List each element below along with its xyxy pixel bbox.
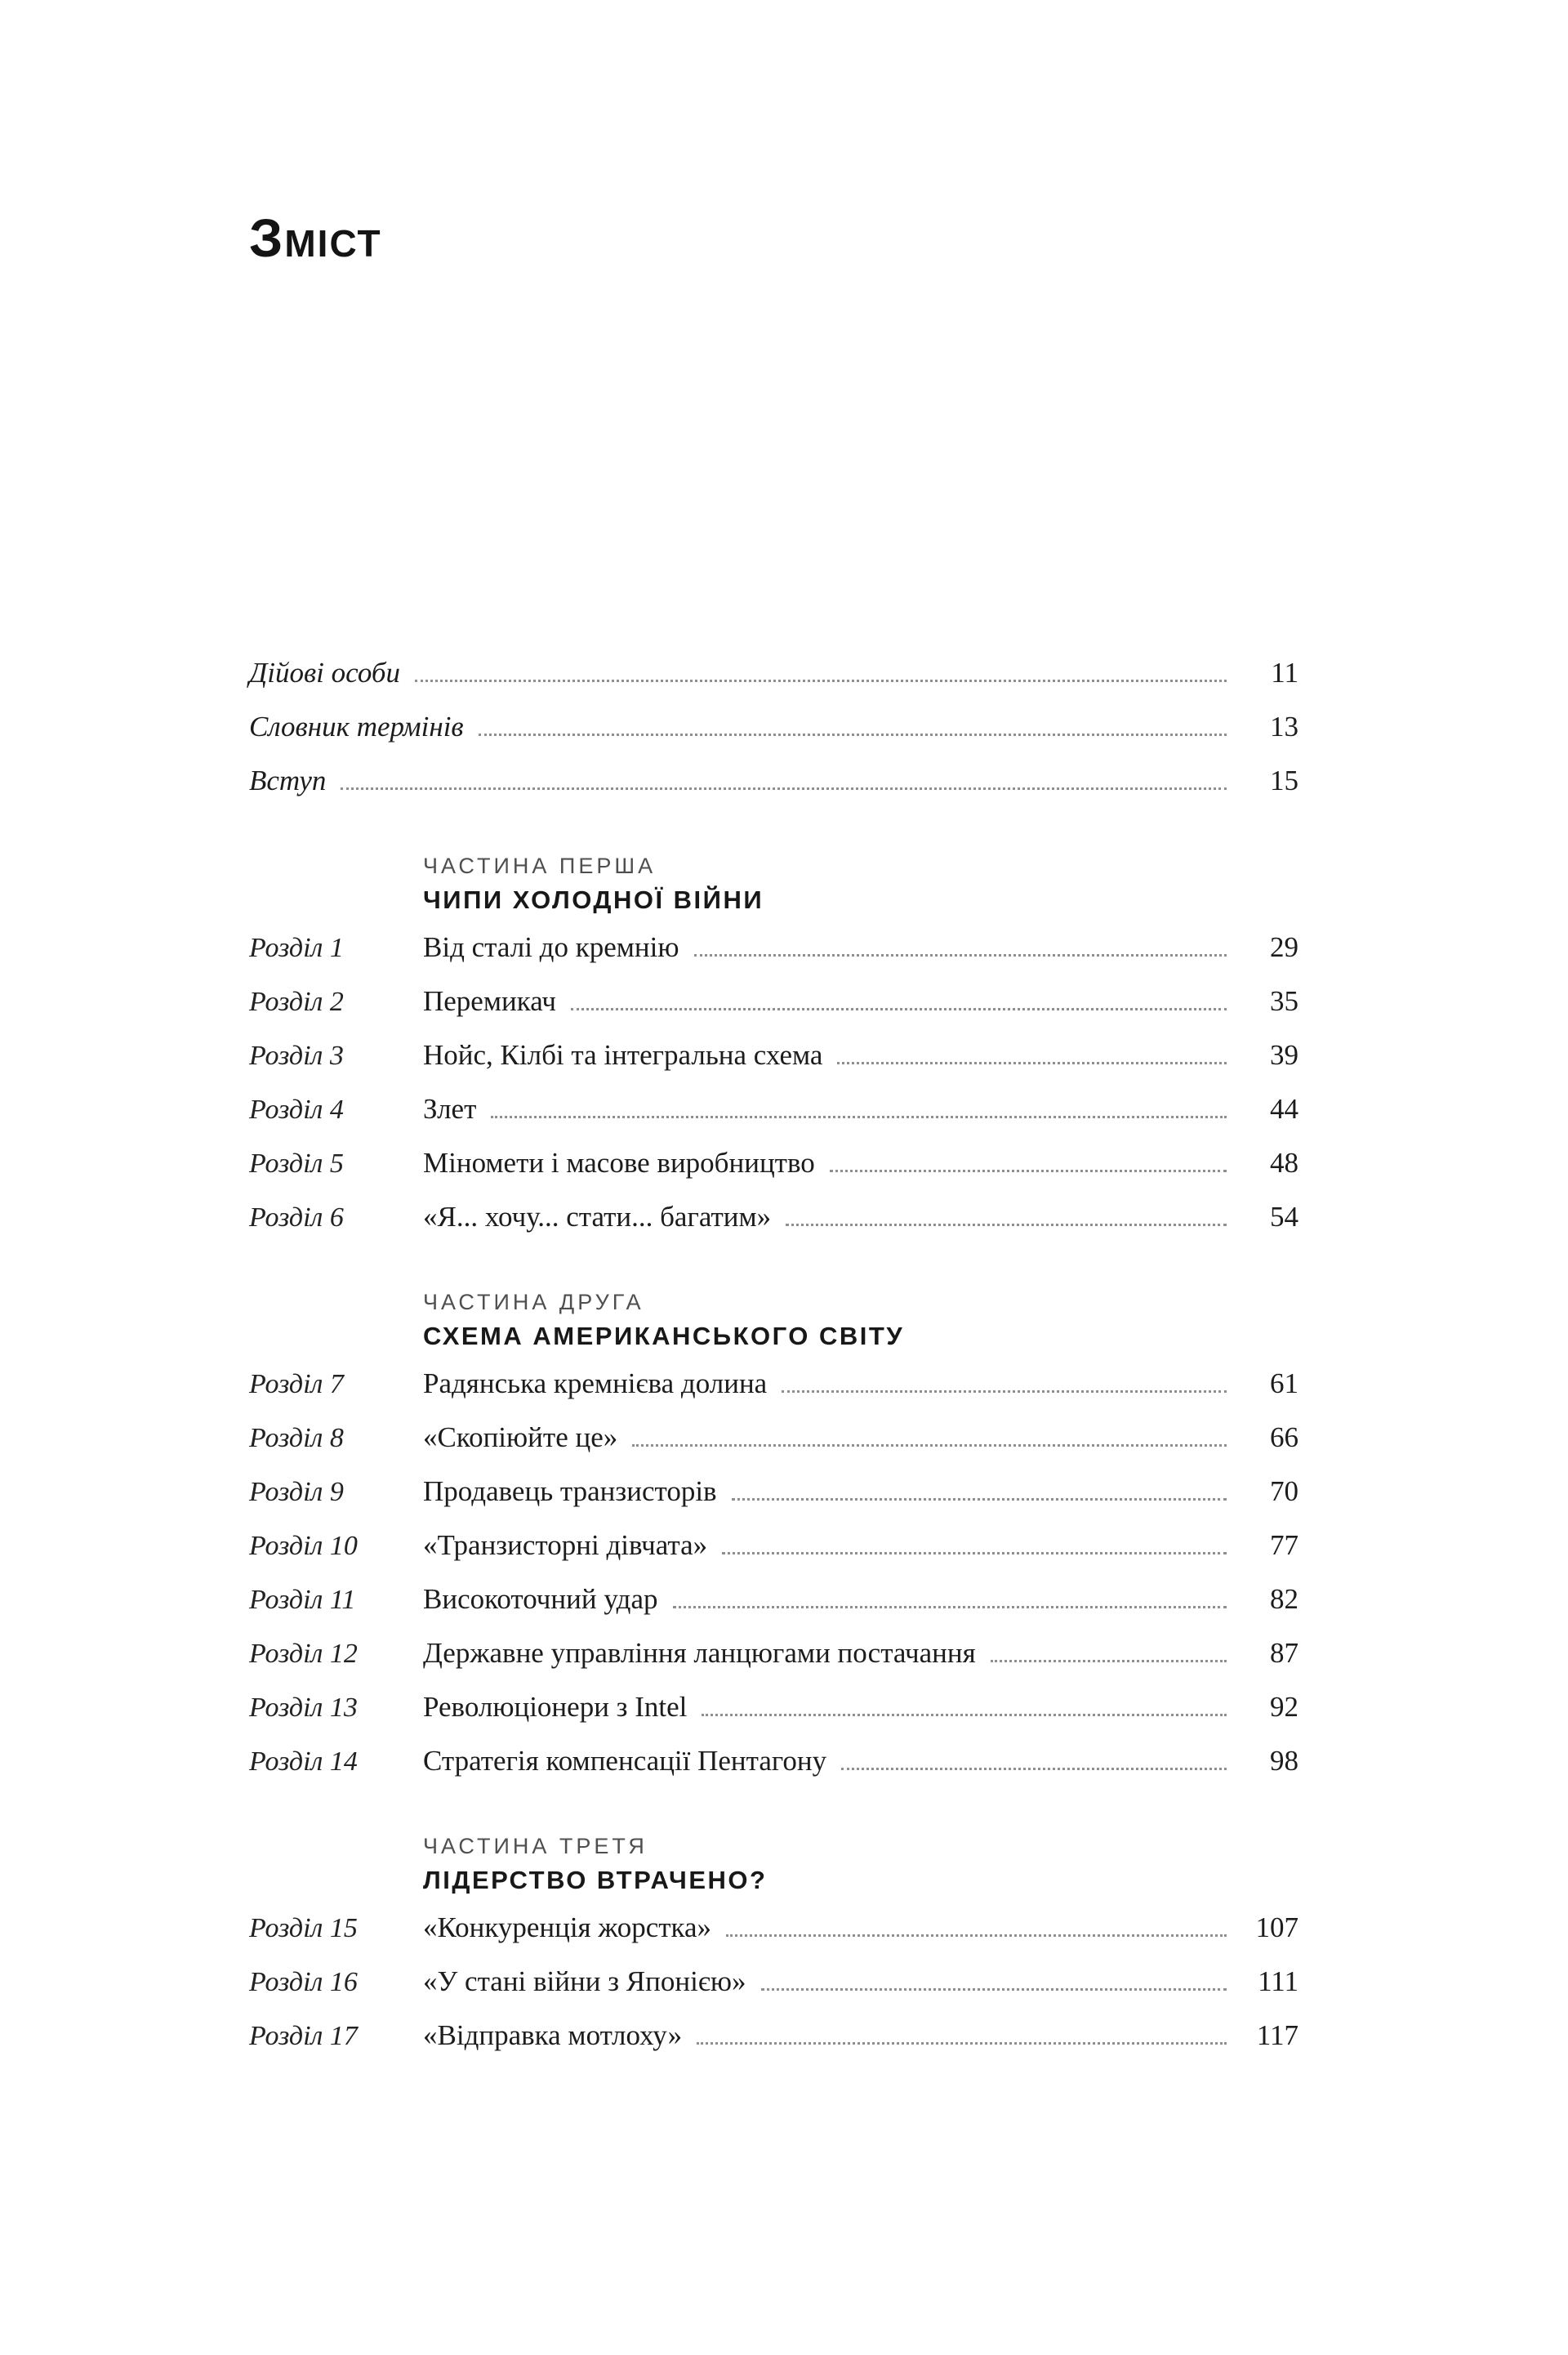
toc-row xyxy=(249,1093,1298,1147)
chapter-label: Розділ 7 xyxy=(249,1369,344,1399)
part-title: ЧИПИ ХОЛОДНОЇ ВІЙНИ xyxy=(423,885,764,914)
toc-row xyxy=(249,765,1298,818)
toc-row xyxy=(249,1529,1298,1583)
toc-row xyxy=(249,657,1298,711)
page-number: 13 xyxy=(1270,711,1298,743)
chapter-title: Радянська кремнієва долина xyxy=(423,1367,768,1399)
chapter-title: «Я... хочу... стати... багатим» xyxy=(423,1201,772,1233)
page-number: 98 xyxy=(1270,1745,1298,1777)
page-content xyxy=(249,0,1298,2073)
chapter-title: «Конкуренція жорстка» xyxy=(423,1911,712,1943)
dot-leader xyxy=(991,1660,1227,1662)
part-label: ЧАСТИНА ДРУГА xyxy=(423,1290,644,1314)
dot-leader xyxy=(722,1552,1227,1554)
toc-row xyxy=(249,985,1298,1039)
chapter-title: Продавець транзисторів xyxy=(423,1475,717,1507)
page-number: 15 xyxy=(1270,765,1298,796)
chapter-title: Злет xyxy=(423,1093,477,1125)
dot-leader xyxy=(415,680,1227,682)
page-number: 11 xyxy=(1271,657,1298,689)
front-matter-list xyxy=(249,657,1298,818)
toc-row xyxy=(249,2019,1298,2073)
page-number: 54 xyxy=(1270,1201,1298,1233)
part-section-1 xyxy=(249,850,1298,1255)
chapter-label: Розділ 15 xyxy=(249,1913,358,1943)
part-label: ЧАСТИНА ТРЕТЯ xyxy=(423,1834,648,1858)
dot-leader xyxy=(702,1714,1227,1716)
page-number: 35 xyxy=(1270,985,1298,1017)
dot-leader xyxy=(491,1116,1227,1118)
entry-title: Вступ xyxy=(249,765,327,796)
part-section-3 xyxy=(249,1830,1298,2073)
toc-row xyxy=(249,1965,1298,2019)
chapter-title: Державне управління ланцюгами постачання xyxy=(423,1637,976,1669)
page-number: 77 xyxy=(1270,1529,1298,1561)
toc-row xyxy=(249,1637,1298,1691)
dot-leader xyxy=(761,1988,1227,1991)
chapter-title: Міномети і масове виробництво xyxy=(423,1147,815,1179)
chapter-title: Від сталі до кремнію xyxy=(423,931,679,963)
dot-leader xyxy=(841,1768,1227,1770)
chapter-title: Революціонери з Intel xyxy=(423,1691,688,1723)
chapter-label: Розділ 2 xyxy=(249,987,344,1017)
chapter-label: Розділ 16 xyxy=(249,1967,358,1997)
chapter-label: Розділ 10 xyxy=(249,1531,358,1561)
chapter-label: Розділ 11 xyxy=(249,1585,356,1615)
chapter-label: Розділ 9 xyxy=(249,1477,344,1507)
dot-leader xyxy=(786,1224,1227,1226)
part-header xyxy=(423,1830,1298,1898)
dot-leader xyxy=(571,1008,1227,1010)
toc-row xyxy=(249,711,1298,765)
chapter-label: Розділ 3 xyxy=(249,1041,344,1071)
toc-row xyxy=(249,931,1298,985)
chapter-label: Розділ 4 xyxy=(249,1095,344,1125)
toc-row xyxy=(249,1745,1298,1799)
dot-leader xyxy=(830,1170,1227,1172)
toc-row xyxy=(249,1367,1298,1421)
chapter-title: Стратегія компенсації Пентагону xyxy=(423,1745,827,1777)
page-title: Зміст xyxy=(249,207,382,268)
toc-row xyxy=(249,1691,1298,1745)
part-header xyxy=(423,850,1298,918)
part-title: СХЕМА АМЕРИКАНСЬКОГО СВІТУ xyxy=(423,1322,905,1350)
part-header xyxy=(423,1286,1298,1354)
page-number: 48 xyxy=(1270,1147,1298,1179)
page-number: 82 xyxy=(1270,1583,1298,1615)
dot-leader xyxy=(341,787,1227,790)
chapter-label: Розділ 1 xyxy=(249,933,344,963)
page-number: 117 xyxy=(1256,2019,1298,2051)
dot-leader xyxy=(782,1390,1227,1393)
page-number: 29 xyxy=(1270,931,1298,963)
chapter-label: Розділ 14 xyxy=(249,1746,358,1777)
entry-title: Дійові особи xyxy=(249,657,400,689)
chapter-title: «Відправка мотлоху» xyxy=(423,2019,683,2051)
toc-row xyxy=(249,1039,1298,1093)
toc-row xyxy=(249,1583,1298,1637)
part-label: ЧАСТИНА ПЕРША xyxy=(423,854,657,878)
dot-leader xyxy=(673,1606,1227,1608)
page-number: 111 xyxy=(1258,1965,1298,1997)
chapter-title: «Скопіюйте це» xyxy=(423,1421,618,1453)
toc-row xyxy=(249,1201,1298,1255)
page-number: 70 xyxy=(1270,1475,1298,1507)
chapter-label: Розділ 8 xyxy=(249,1423,344,1453)
chapter-label: Розділ 5 xyxy=(249,1149,344,1179)
chapter-title: Перемикач xyxy=(423,985,556,1017)
page-number: 39 xyxy=(1270,1039,1298,1071)
toc-row xyxy=(249,1475,1298,1529)
toc-row xyxy=(249,1147,1298,1201)
page-number: 66 xyxy=(1270,1421,1298,1453)
dot-leader xyxy=(479,734,1227,736)
dot-leader xyxy=(732,1498,1227,1501)
chapter-title: Нойс, Кілбі та інтегральна схема xyxy=(423,1039,823,1071)
chapter-label: Розділ 17 xyxy=(249,2021,358,2051)
part-section-2 xyxy=(249,1286,1298,1799)
page-number: 87 xyxy=(1270,1637,1298,1669)
page-number: 92 xyxy=(1270,1691,1298,1723)
dot-leader xyxy=(837,1062,1227,1064)
part-title: ЛІДЕРСТВО ВТРАЧЕНО? xyxy=(423,1866,768,1894)
page-number: 44 xyxy=(1270,1093,1298,1125)
toc-row xyxy=(249,1911,1298,1965)
page-number: 61 xyxy=(1270,1367,1298,1399)
dot-leader xyxy=(697,2042,1227,2045)
chapter-label: Розділ 6 xyxy=(249,1202,344,1233)
chapter-title: «Транзисторні дівчата» xyxy=(423,1529,708,1561)
chapter-label: Розділ 13 xyxy=(249,1693,358,1723)
chapter-label: Розділ 12 xyxy=(249,1639,358,1669)
dot-leader xyxy=(694,954,1227,957)
toc-row xyxy=(249,1421,1298,1475)
page-number: 107 xyxy=(1255,1911,1298,1943)
chapter-title: Високоточний удар xyxy=(423,1583,658,1615)
chapter-title: «У стані війни з Японією» xyxy=(423,1965,746,1997)
entry-title: Словник термінів xyxy=(249,711,464,743)
dot-leader xyxy=(632,1444,1227,1447)
dot-leader xyxy=(726,1934,1227,1937)
